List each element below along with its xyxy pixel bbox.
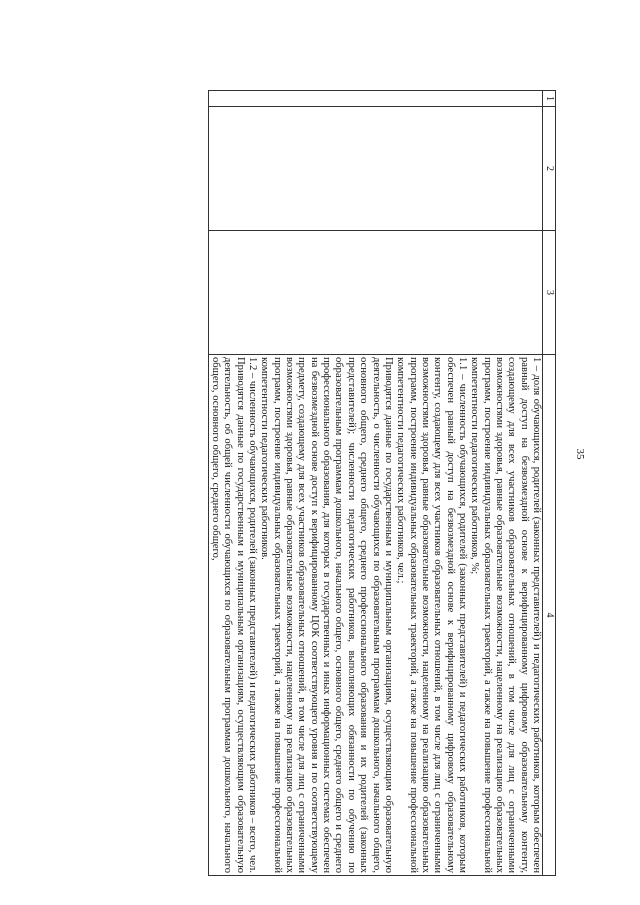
table-header-row [543,91,556,876]
cell-col2 [208,107,542,231]
column-header-4: 4 [543,355,556,876]
paragraph-1-1-definition: 1.1 – численность обучающихся, родителей (законных представителей) и педагогических работников, которым обеспечен равный доступ на безвозмездной основе к верифицированному цифровому образовательному контенту, создающему для всех участников образовательных отношений, в том числе для лиц с ограниченными возможностями здоровья, равные образовательные возможности, нацеленному на реализацию образовательных программ, построение индивидуальных образовательных траекторий, а также на повышение профессиональной компетентности педагогических работников, чел.; [395,357,468,873]
table-row [208,91,542,876]
rotated-table-page [108,90,556,875]
column-header-3: 3 [543,231,556,355]
paragraph-1-2-method: Приводятся данные по государственным и муниципальным организациям, осуществляющим образовательную деятельность, об общей численности обучающихся по образовательным программам дошкольного, начального общего, основного общего, среднего общего, [210,357,246,873]
paragraph-1-1-method: Приводятся данные по государственным и муниципальным организациям, осуществляющим образовательную деятельность, о численности обучающихся по образовательным программам дошкольного, начального общего, основного общего, среднего общего, среднего профессионального образования и их родителей (законных представителей); численности педагогических работников, выполняющих обязанности по обучению по образовательным программам дошкольного, начального общего, основного общего, среднего общего и среднего профессионального образования, для которых в государственных и иных информационных системах обеспечен на безвозмездной основе доступ к верифицированному ЦОК соответствующего уровня и по соответствующему предмету, создающему для всех участников образовательных отношений, в том числе для лиц с ограниченными возможностями здоровья, равные образовательные возможности, нацеленному на реализацию образовательных программ, построение индивидуальных образовательных траекторий, а также на повышение профессиональной компетентности педагогических работников. [259,357,394,873]
cell-col3 [208,231,542,355]
column-header-1: 1 [543,91,556,107]
column-header-2: 2 [543,107,556,231]
paragraph-share-definition: 1 – доля обучающихся, родителей (законных представителей) и педагогических работников, которым обеспечен равный доступ на безвозмездной основе к верифицированному цифровому образовательному контенту, создающему для всех участников образовательных отношений, в том числе для лиц с ограниченными возможностями здоровья, равные образовательные возможности, нацеленному на реализацию образовательных программ, построение индивидуальных образовательных траекторий, а также на повышение профессиональной компетентности педагогических работников, %; [469,357,542,873]
paragraph-1-2-definition: 1.2 – численность обучающихся, родителей (законных представителей) и педагогических работников – всего, чел. [247,357,259,873]
cell-col1 [208,91,542,107]
cell-description [208,355,542,876]
page-number: 35 [574,448,586,460]
indicators-table [208,90,556,876]
